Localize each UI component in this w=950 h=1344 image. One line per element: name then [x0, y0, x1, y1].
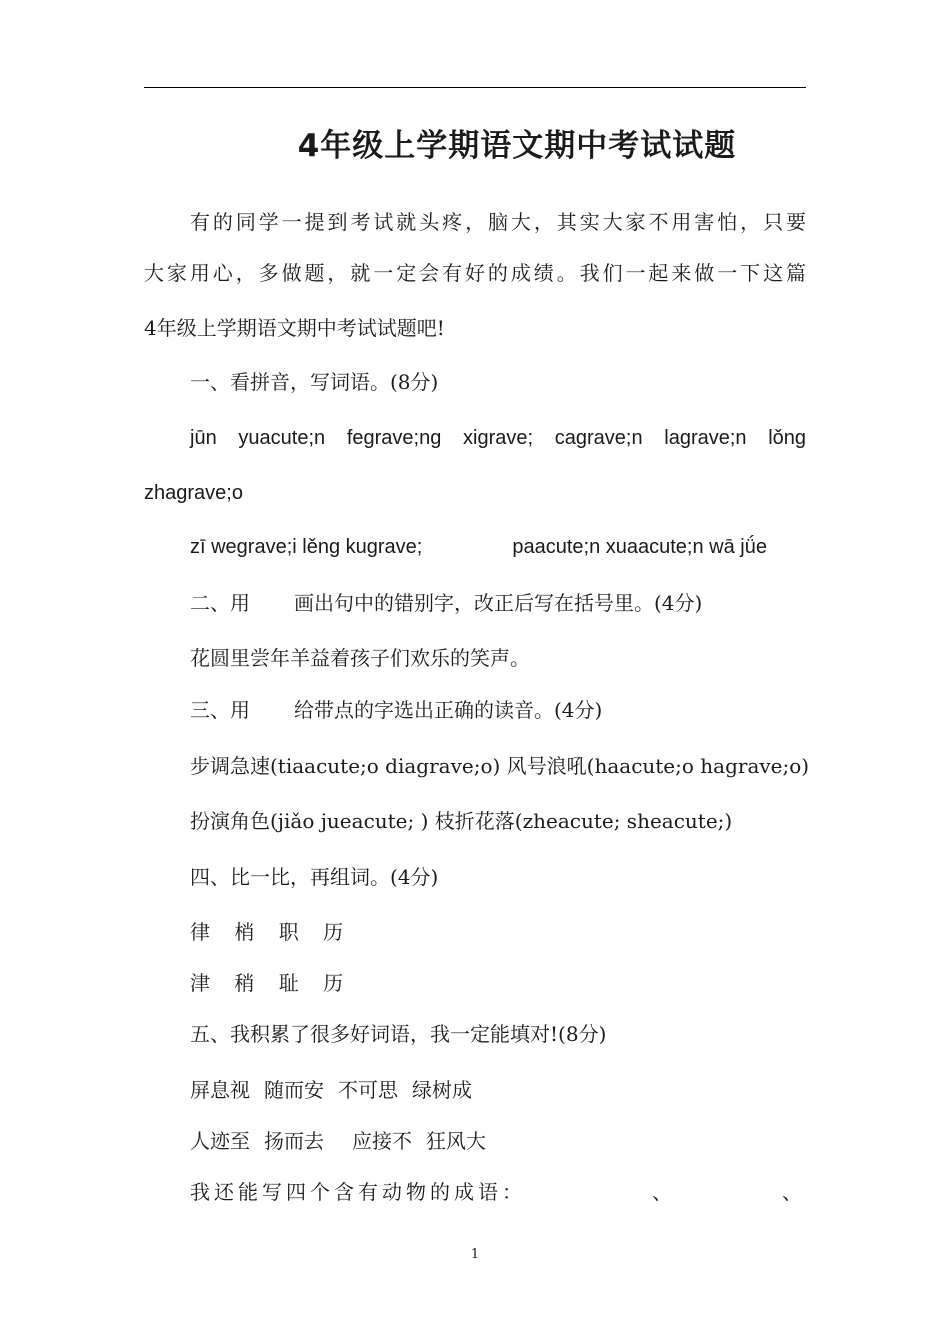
pinyin-word: fegrave;ng [346, 427, 442, 449]
idiom-blank: 随而安 [264, 1078, 324, 1102]
section-3-line-2: 扮演角色(jiǎo jueacute; ) 枝折花落(zheacute; sheacute;) [190, 809, 733, 833]
pinyin-word: lagrave;n [664, 427, 747, 449]
section-4-heading: 四、比一比，再组词。(4分) [190, 865, 439, 889]
idiom-blank: 屏息视 [190, 1078, 250, 1102]
pinyin-word: yuacute;n [238, 427, 326, 449]
section-3-heading-start: 三、用 [190, 698, 250, 722]
section-4-row-1: 律 梢 职 历 [190, 920, 353, 944]
intro-line-1: 有的同学一提到考试就头疼，脑大，其实大家不用害怕，只要 [190, 210, 806, 234]
intro-line-2: 大家用心，多做题，就一定会有好的成绩。我们一起来做一下这篇 [144, 261, 806, 285]
section-3-line-1: 步调急速(tiaacute;o diagrave;o) 风号浪吼(haacute;o hagrave;o) [190, 754, 810, 778]
section-5-heading: 五、我积累了很多好词语，我一定能填对!(8分) [190, 1022, 607, 1046]
header-rule [144, 87, 806, 88]
pinyin-row-2 [190, 532, 767, 562]
section-1-heading: 一、看拼音，写词语。(8分) [190, 370, 439, 394]
animal-separator-2: 、 [782, 1180, 802, 1204]
section-2-heading [190, 588, 702, 618]
section-3-heading [190, 695, 602, 725]
idiom-blank: 人迹至 [190, 1129, 250, 1153]
section-3-heading-rest: 给带点的字选出正确的读音。(4分) [294, 698, 603, 722]
pinyin-word: xigrave; [463, 427, 534, 449]
pinyin-row-1 [190, 423, 806, 453]
pinyin-word: cagrave;n [554, 427, 643, 449]
intro-line-3: 4年级上学期语文期中考试试题吧! [144, 316, 445, 340]
section-2-heading-start: 二、用 [190, 591, 250, 615]
pinyin-group-a: zī wegrave;i lěng kugrave; [190, 536, 423, 558]
pinyin-word: lǒng [768, 427, 807, 449]
document-title: 4年级上学期语文期中考试试题 [297, 128, 737, 164]
pinyin-word: jūn [190, 427, 217, 449]
section-5-row-1 [190, 1075, 472, 1105]
section-5-row-2 [190, 1126, 486, 1156]
section-5-animal-prompt: 我还能写四个含有动物的成语： [190, 1180, 526, 1204]
pinyin-row-1-end: zhagrave;o [144, 482, 243, 504]
idiom-blank: 绿树成 [412, 1078, 472, 1102]
pinyin-group-b: paacute;n xuaacute;n wā jǘe [512, 536, 767, 558]
animal-separator-1: 、 [652, 1180, 672, 1204]
section-4-row-2: 津 稍 耻 历 [190, 971, 353, 995]
page-number: 1 [470, 1247, 480, 1262]
idiom-blank: 不可思 [338, 1078, 398, 1102]
idiom-blank: 狂风大 [426, 1129, 486, 1153]
section-2-heading-rest: 画出句中的错别字，改正后写在括号里。(4分) [294, 591, 703, 615]
idiom-blank: 应接不 [352, 1129, 412, 1153]
section-2-sentence: 花圆里尝年羊益着孩子们欢乐的笑声。 [190, 646, 530, 670]
idiom-blank: 扬而去 [264, 1129, 324, 1153]
